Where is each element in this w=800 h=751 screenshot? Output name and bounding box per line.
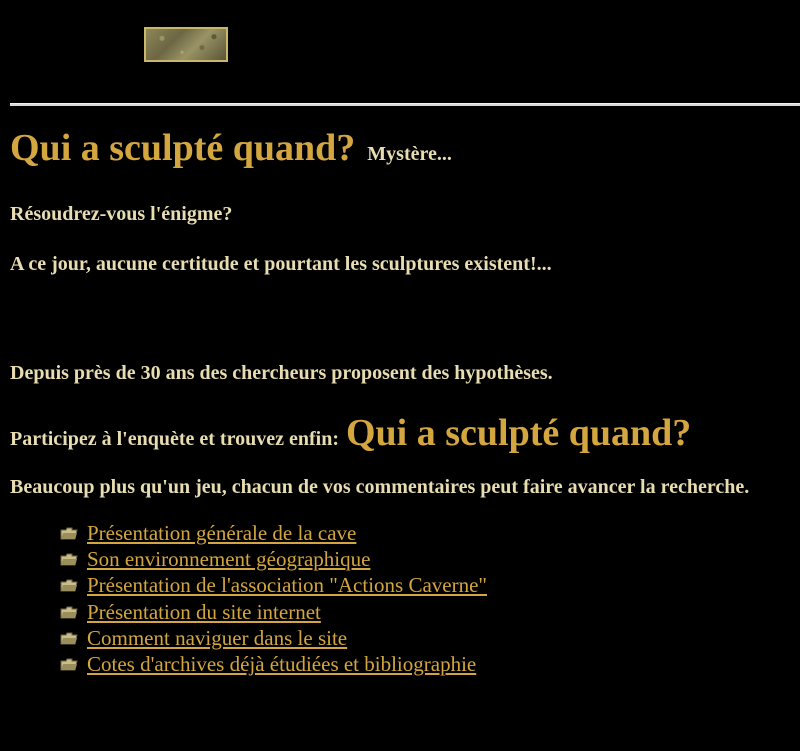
folder-icon: [60, 527, 78, 540]
link-website-presentation[interactable]: Présentation du site internet: [87, 599, 321, 624]
page-subtitle: Mystère...: [367, 143, 452, 165]
folder-icon: [60, 553, 78, 566]
link-site-navigation[interactable]: Comment naviguer dans le site: [87, 625, 348, 650]
fact-text: A ce jour, aucune certitude et pourtant les sculptures existent!...: [10, 253, 552, 275]
list-item: [60, 651, 487, 677]
link-cave-presentation[interactable]: Présentation générale de la cave: [87, 520, 357, 545]
invite-text: Participez à l'enquète et trouvez enfin:: [10, 428, 339, 450]
folder-icon: [60, 658, 78, 671]
researchers-text: Depuis près de 30 ans des chercheurs proposent des hypothèses.: [10, 362, 553, 384]
folder-icon: [60, 606, 78, 619]
list-item: [60, 546, 487, 572]
comments-text: Beaucoup plus qu'un jeu, chacun de vos commentaires peut faire avancer la recherche.: [10, 476, 750, 498]
question-text: Résoudrez-vous l'énigme?: [10, 203, 233, 225]
page-title: Qui a sculpté quand?: [10, 127, 356, 169]
link-geographic-environment[interactable]: Son environnement géographique: [87, 546, 371, 571]
list-item: [60, 573, 487, 599]
navigation-links: [60, 520, 487, 678]
page-heading: [10, 126, 800, 188]
link-archives-bibliography[interactable]: Cotes d'archives déjà étudiées et bibliographie: [87, 652, 477, 677]
list-item: [60, 520, 487, 546]
banner-image: [144, 27, 228, 62]
horizontal-rule: [10, 103, 800, 106]
folder-icon: [60, 632, 78, 645]
link-association[interactable]: Présentation de l'association "Actions Caverne": [87, 573, 487, 598]
folder-icon: [60, 579, 78, 592]
main-content: [10, 126, 800, 498]
list-item: [60, 625, 487, 651]
list-item: [60, 599, 487, 625]
invite-title: Qui a sculpté quand?: [345, 412, 692, 454]
invite-line: [10, 411, 691, 455]
